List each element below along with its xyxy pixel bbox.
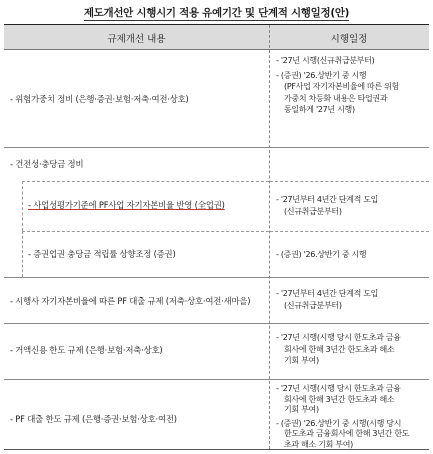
table-row: [4, 181, 429, 231]
schedule-line: (신규취급분부터): [284, 300, 342, 310]
schedule-line: - '27년부터 4년간 단계적 도입: [276, 289, 379, 298]
table-row: [4, 323, 429, 379]
row-schedule: [276, 55, 426, 116]
row-schedule: [276, 288, 426, 311]
row-content: - 위험가중치 정비 (은행·증권·보험·저축·여전·상호): [10, 94, 189, 104]
schedule-line: 기회 부여): [284, 356, 319, 366]
schedule-table: [4, 24, 429, 450]
schedule-line: - '27년 시행(시행 당시 한도초과 금융: [276, 333, 401, 342]
schedule-line: - (증권) '26.상반기 중 시행: [276, 250, 367, 259]
schedule-line: (PF사업 자기자본비율에 따른 위험: [284, 82, 399, 92]
row-content: [28, 199, 225, 211]
table-row: [4, 379, 429, 450]
schedule-line: 회사에 한해 3년간 한도초과 해소: [284, 394, 395, 404]
schedule-line: - '27년부터 4년간 단계적 도입: [276, 195, 379, 204]
row-content: - 거액신용 한도 규제 (은행·보험·저축·상호): [10, 345, 163, 355]
schedule-line: (신규취급분부터): [284, 206, 342, 216]
schedule-line: 기회 부여): [284, 405, 319, 415]
schedule-line: 회사에 한해 3년간 한도초과 해소: [284, 344, 395, 354]
header-schedule: 시행일정: [330, 34, 368, 45]
schedule-line: - '27년 시행(신규취급분부터): [276, 56, 375, 65]
table-header: [4, 25, 429, 50]
schedule-line: - (증권) '26.상반기 중 시행(시행 당시: [276, 418, 402, 428]
row-content: - 건전성·충당금 정비: [10, 159, 84, 169]
row-schedule: [270, 231, 429, 277]
schedule-line: - (증권) '26.상반기 중 시행: [276, 70, 367, 80]
schedule-line: 가중치 차등화 내용은 타업권과: [284, 93, 388, 103]
row-content: - 증권업권 충당금 적립률 상향조정 (증권): [28, 249, 176, 259]
schedule-line: - '27년 시행(시행 당시 한도초과 금융: [276, 384, 401, 393]
table-row: [4, 231, 429, 277]
row-schedule: [276, 384, 426, 451]
page-title: 제도개선안 시행시기 적용 유예기간 및 단계적 시행일정(안): [83, 7, 350, 19]
table-row: [4, 147, 429, 181]
table-row: [4, 49, 429, 147]
table-row: [4, 277, 429, 323]
row-content: - 시행사 자기자본비율에 따른 PF 대출 규제 (저축·상호·여전·새마을): [10, 296, 251, 306]
row-schedule: [270, 181, 429, 231]
schedule-line: 한도초과 금융회사에 한해 3년간 한도: [284, 429, 410, 439]
header-reform-content: 규제개선 내용: [107, 34, 166, 45]
row-schedule: [276, 332, 426, 367]
schedule-line: 동일하게 '27년 시행): [284, 105, 355, 115]
row-content-text: - 사업성평가기준에 PF사업 자기자본비율 반영 (全업권): [28, 200, 225, 210]
schedule-line: 초과 해소 기회 부여): [284, 439, 353, 449]
row-content: - PF 대출 한도 규제 (은행·증권·보험·상호·여전): [10, 414, 177, 424]
